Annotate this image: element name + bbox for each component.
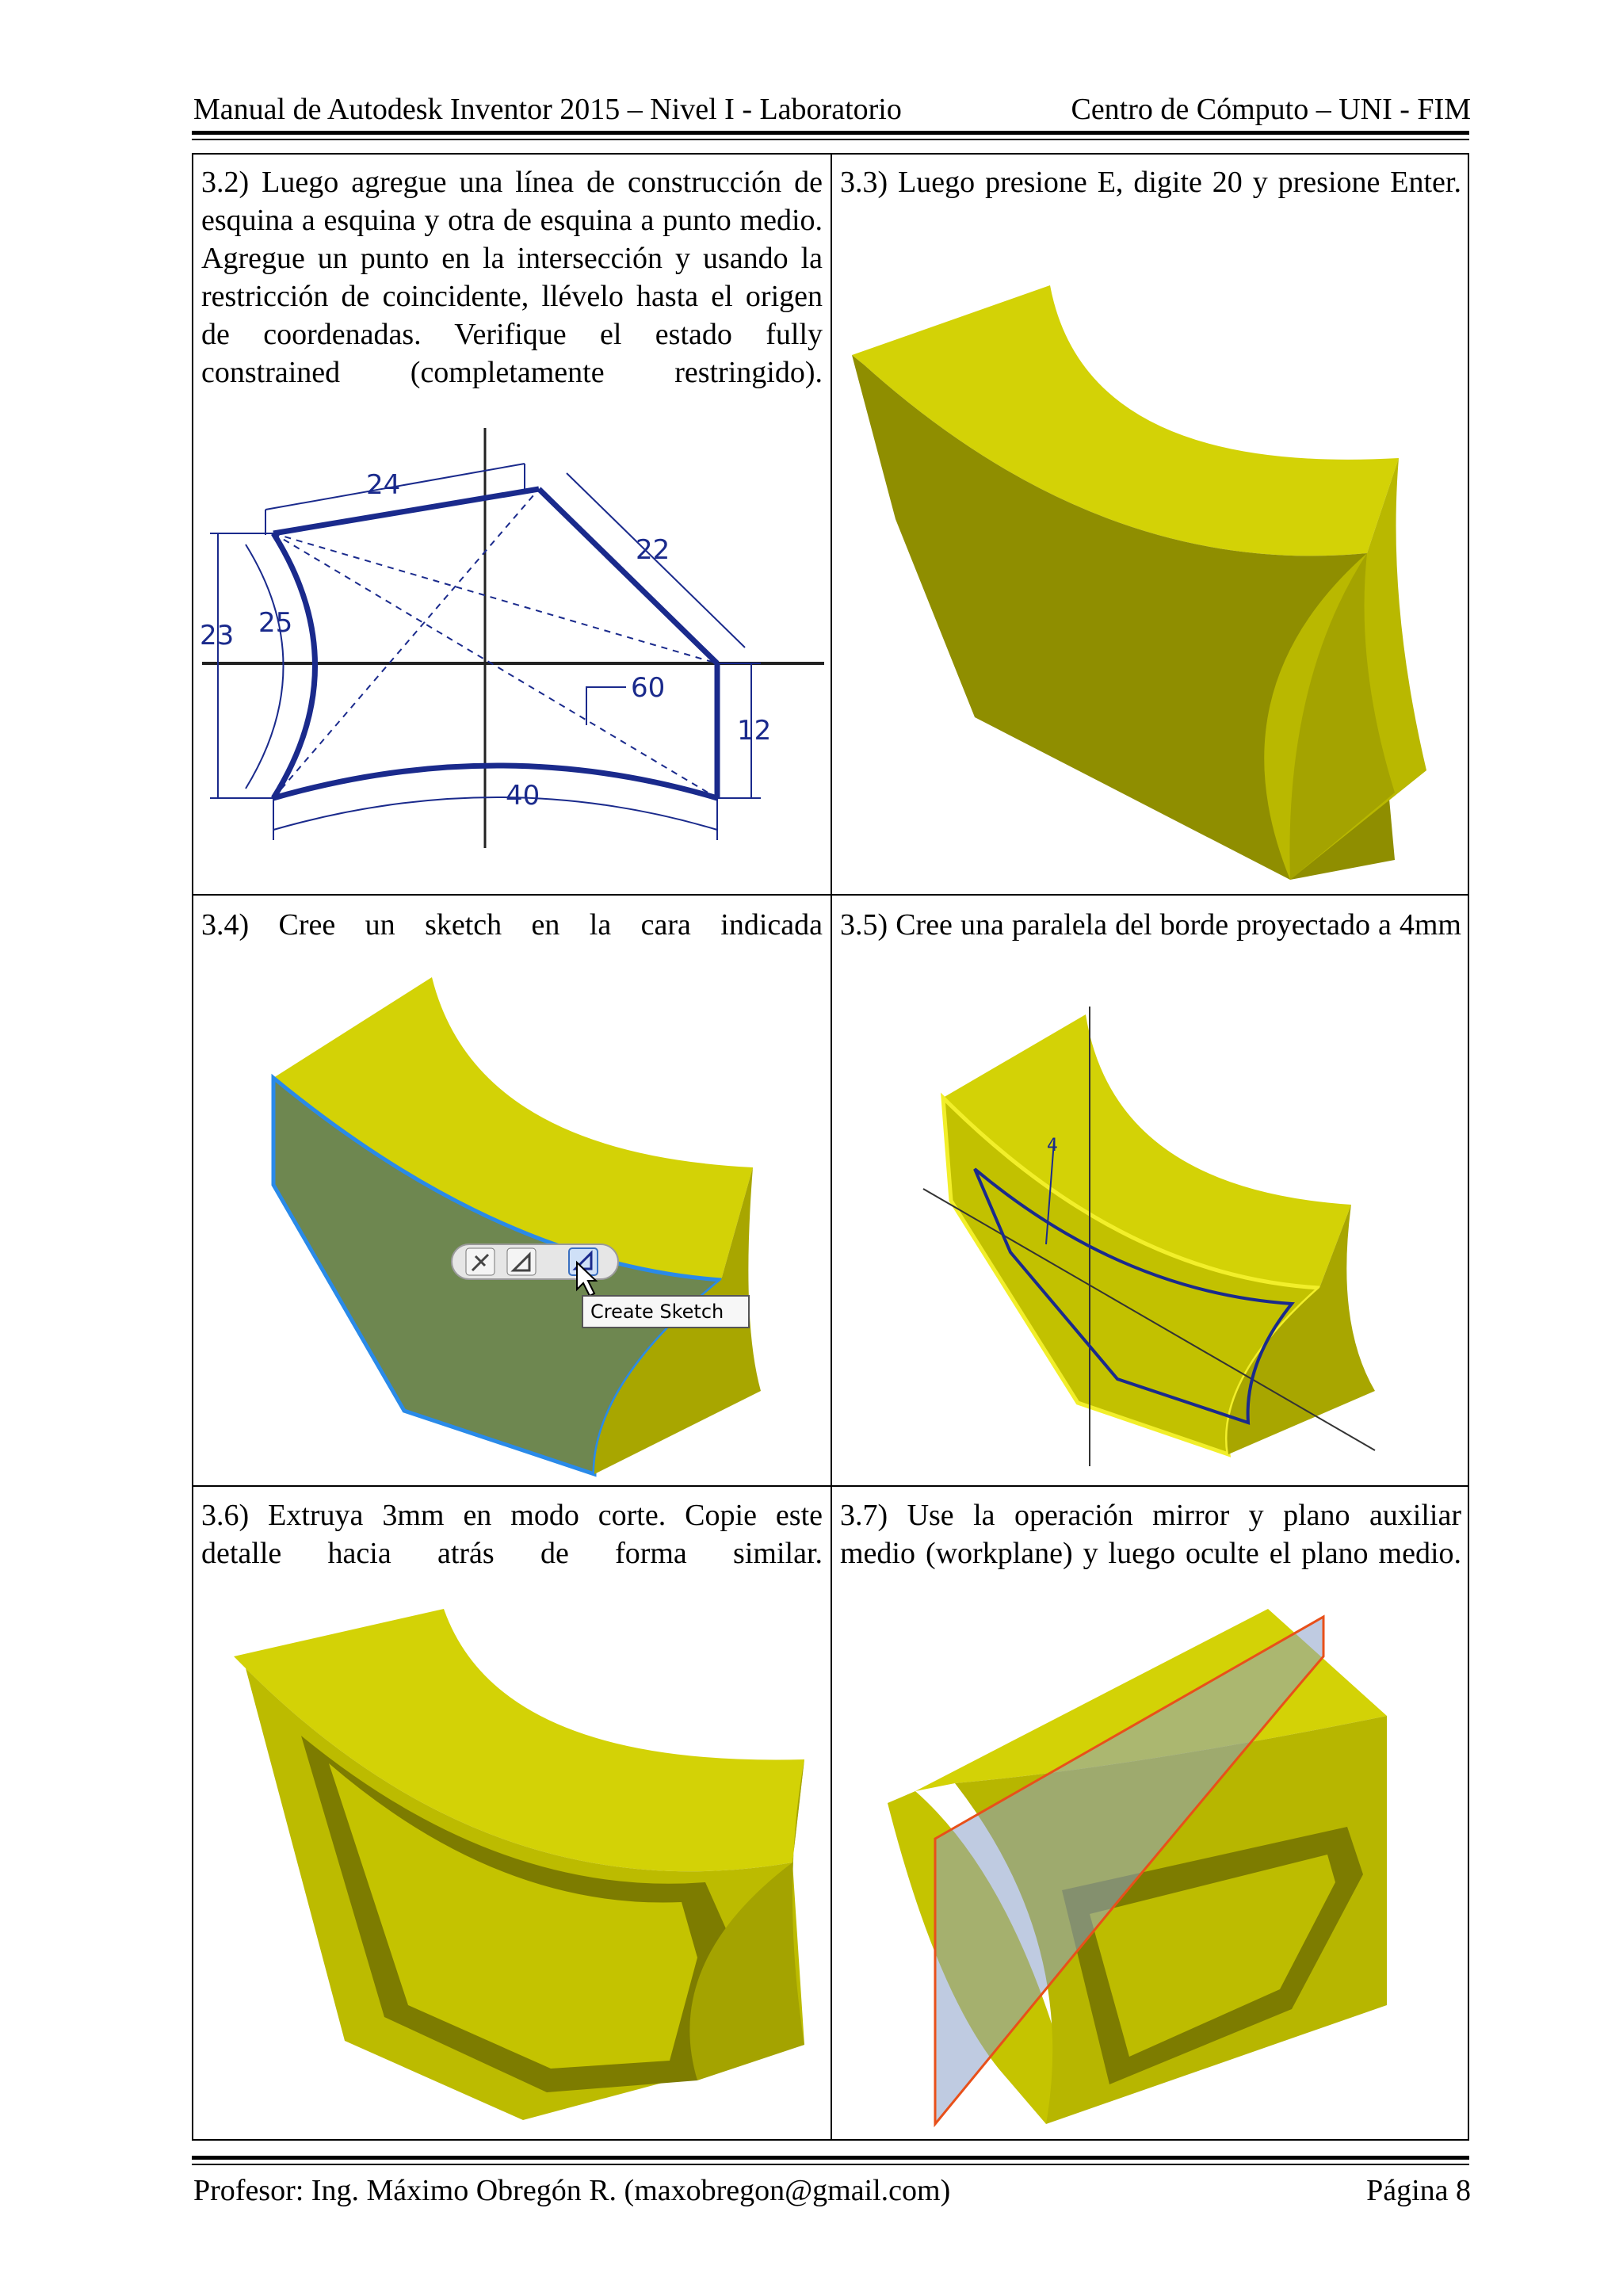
part-with-selected-face: [262, 971, 785, 1478]
header-right: Centro de Cómputo – UNI - FIM: [1071, 93, 1471, 126]
dim-arc-radius: 25: [258, 607, 293, 639]
footer-rule-thick: [192, 2156, 1469, 2160]
sketch-drawing: [198, 424, 828, 852]
dim-bottom: 40: [506, 780, 540, 812]
mirrored-part-with-workplane: [880, 1609, 1403, 2136]
dim-left-height: 23: [200, 620, 235, 651]
dim-angle: 60: [631, 672, 666, 704]
step-3-4-text: 3.4) Cree un sketch en la cara indicada: [201, 908, 823, 942]
step-3-3-text: 3.3) Luego presione E, digite 20 y presione Enter.: [840, 166, 1461, 199]
part-with-pocket: [230, 1605, 816, 2124]
header-left: Manual de Autodesk Inventor 2015 – Nivel I - Laboratorio: [193, 93, 902, 126]
step-3-6-text: 3.6) Extruya 3mm en modo corte. Copie este detalle hacia atrás de forma similar.: [201, 1499, 823, 1570]
step-3-2-text: 3.2) Luego agregue una línea de construcción de esquina a esquina y otra de esquina a punto medio. Agregue un punto en la intersección y usando la restricción de coincidente, llévelo hasta el origen de coordenadas. Verifique el estado fully constrained (completamente restringido).: [201, 166, 823, 389]
step-3-7-text: 3.7) Use la operación mirror y plano auxiliar medio (workplane) y luego oculte el plano medio.: [840, 1499, 1461, 1570]
extruded-part: [840, 269, 1466, 888]
footer-right: Página 8: [1366, 2174, 1471, 2207]
step-3-5-text: 3.5) Cree una paralela del borde proyectado a 4mm: [840, 908, 1461, 942]
footer-rule-thin: [192, 2164, 1469, 2165]
dim-right-height: 12: [737, 715, 772, 747]
part-with-offset-sketch: [907, 1007, 1383, 1482]
mini-toolbar: [452, 1244, 618, 1279]
tooltip-text: Create Sketch: [590, 1301, 724, 1323]
dim-slant: 22: [636, 534, 670, 566]
dim-top: 24: [366, 469, 401, 501]
offset-label: 4: [1047, 1136, 1058, 1156]
footer-left: Profesor: Ing. Máximo Obregón R. (maxobregon@gmail.com): [193, 2174, 951, 2207]
